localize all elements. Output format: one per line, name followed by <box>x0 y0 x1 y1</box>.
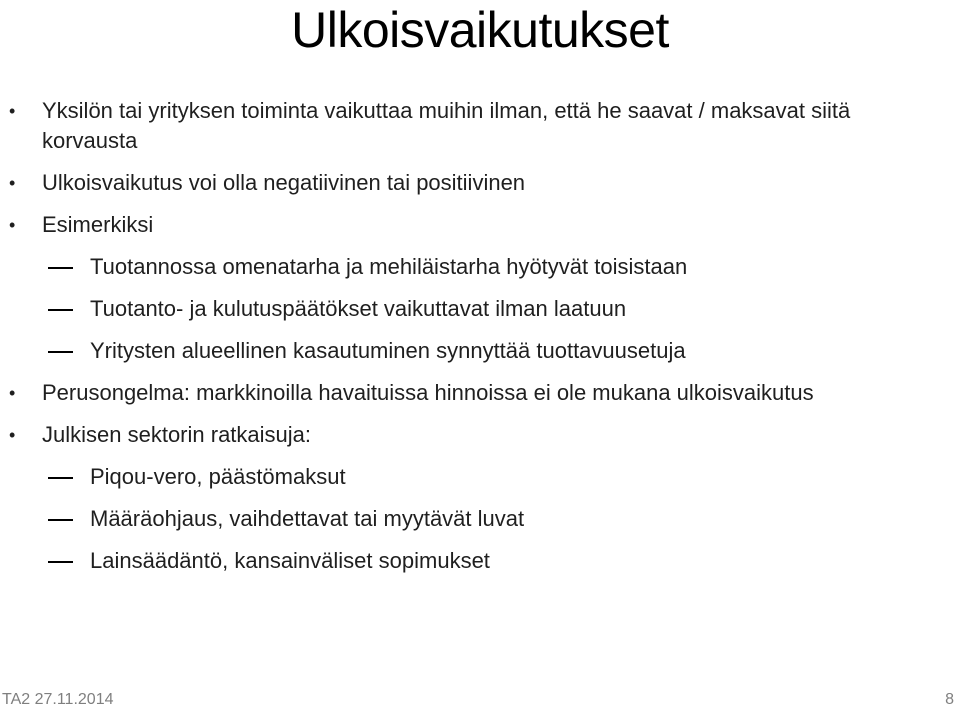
bullet-item-4 <box>0 378 960 408</box>
bullet-text: Lainsäädäntö, kansainväliset sopimukset <box>90 548 490 573</box>
bullet-text: Tuotannossa omenatarha ja mehiläistarha hyötyvät toisistaan <box>90 254 688 279</box>
bullet-text: Julkisen sektorin ratkaisuja: <box>42 422 312 447</box>
sub-bullet-item-1 <box>0 252 960 282</box>
bullet-text: Yksilön tai yrityksen toiminta vaikuttaa muihin ilman, että he saavat / maksavat siitä korvausta <box>42 98 851 153</box>
bullet-marker: • <box>9 383 16 403</box>
bullet-text: Määräohjaus, vaihdettavat tai myytävät luvat <box>90 506 525 531</box>
slide-title: Ulkoisvaikutukset <box>291 2 669 58</box>
page-number: 8 <box>945 691 954 708</box>
bullet-item-1 <box>0 96 960 156</box>
bullet-text: Yritysten alueellinen kasautuminen synnyttää tuottavuusetuja <box>90 338 686 363</box>
bullet-item-2 <box>0 168 960 198</box>
bullet-text: Esimerkiksi <box>42 212 154 237</box>
dash-marker <box>48 309 73 311</box>
dash-marker <box>48 267 73 269</box>
sub-bullet-item-5 <box>0 504 960 534</box>
bullet-item-5 <box>0 420 960 450</box>
sub-bullet-item-4 <box>0 462 960 492</box>
sub-bullet-item-6 <box>0 546 960 576</box>
footer-date: TA2 27.11.2014 <box>2 691 114 708</box>
dash-marker <box>48 477 73 479</box>
dash-marker <box>48 561 73 563</box>
dash-marker <box>48 351 73 353</box>
sub-bullet-item-2 <box>0 294 960 324</box>
bullet-text: Piqou-vero, päästömaksut <box>90 464 346 489</box>
bullet-text: Ulkoisvaikutus voi olla negatiivinen tai positiivinen <box>42 170 526 195</box>
bullet-item-3 <box>0 210 960 240</box>
dash-marker <box>48 519 73 521</box>
bullet-marker: • <box>9 101 16 121</box>
bullet-text: Perusongelma: markkinoilla havaituissa hinnoissa ei ole mukana ulkoisvaikutus <box>42 380 814 405</box>
bullet-marker: • <box>9 173 16 193</box>
bullet-marker: • <box>9 425 16 445</box>
bullet-text: Tuotanto- ja kulutuspäätökset vaikuttavat ilman laatuun <box>90 296 627 321</box>
bullet-list <box>0 96 960 576</box>
bullet-marker: • <box>9 215 16 235</box>
sub-bullet-item-3 <box>0 336 960 366</box>
